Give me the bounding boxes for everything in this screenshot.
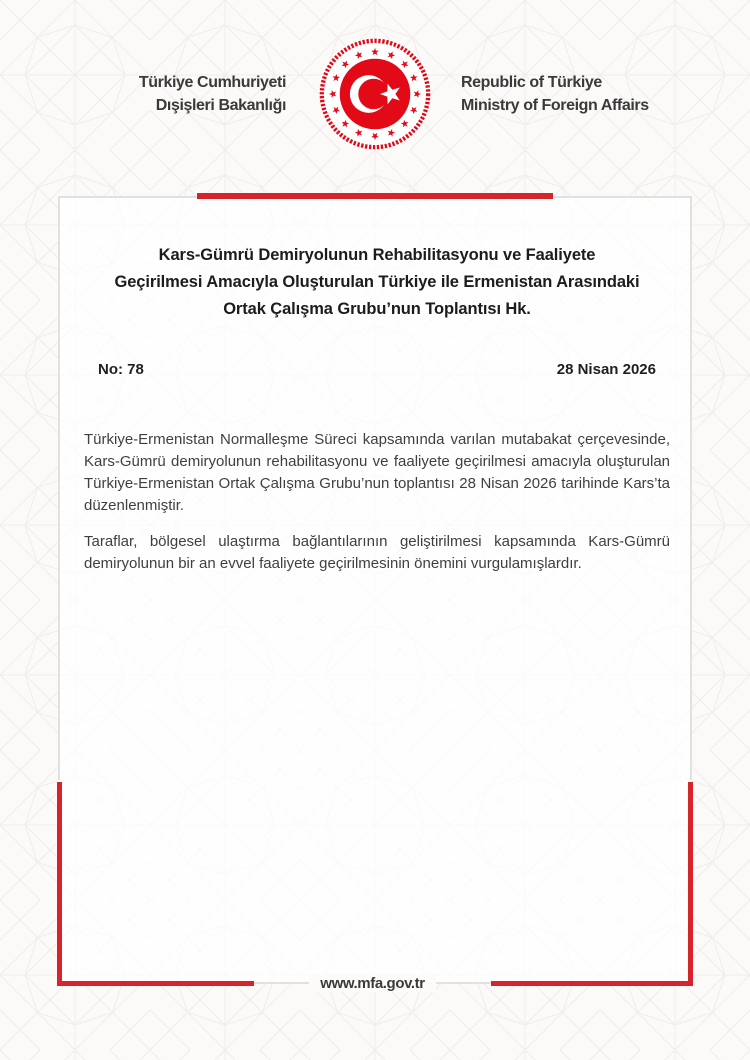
footer-website-link[interactable]: www.mfa.gov.tr (309, 975, 435, 992)
release-body (84, 429, 670, 575)
card-footer (57, 973, 693, 993)
press-release-card (58, 196, 692, 992)
press-release-title (84, 242, 670, 323)
title-line-1: Kars-Gümrü Demiryolunun Rehabilitasyonu ve Faaliyete (158, 246, 596, 264)
bottom-accent-left (57, 981, 254, 986)
footer-divider-left (254, 982, 309, 984)
org-en-line2: Ministry of Foreign Affairs (461, 97, 649, 114)
org-tr-line1: Türkiye Cumhuriyeti (138, 74, 286, 91)
title-line-3: Ortak Çalışma Grubu’nun Toplantısı Hk. (223, 300, 531, 318)
footer-divider-right (436, 982, 491, 984)
bottom-accent-right (491, 981, 693, 986)
org-en-line1: Republic of Türkiye (461, 74, 602, 91)
org-name-turkish (0, 71, 317, 117)
release-paragraph: Türkiye-Ermenistan Normalleşme Süreci kapsamında varılan mutabakat çerçevesinde, Kars-Gümrü demiryolunun rehabilitasyonu ve faaliyete geçirilmesi amacıyla oluşturulan Türkiye-Ermenistan Ortak Çalışma Grubu’nun toplantısı 28 Nisan 2026 tarihinde Kars’ta düzenlenmiştir. (84, 431, 670, 514)
letterhead (0, 36, 750, 152)
title-line-2: Geçirilmesi Amacıyla Oluşturulan Türkiye ile Ermenistan Arasındaki (114, 273, 640, 291)
press-release-content (58, 196, 692, 983)
mfa-emblem-icon (317, 36, 433, 152)
org-tr-line2: Dışişleri Bakanlığı (155, 97, 286, 114)
org-name-english (433, 71, 750, 117)
release-number: No: 78 (98, 361, 144, 378)
release-paragraph: Taraflar, bölgesel ulaştırma bağlantılarının geliştirilmesi kapsamında Kars-Gümrü demiryolunun bir an evvel faaliyete geçirilmesinin önemini vurgulamışlardır. (84, 533, 670, 572)
release-meta-row (98, 361, 656, 378)
release-date: 28 Nisan 2026 (556, 361, 656, 378)
